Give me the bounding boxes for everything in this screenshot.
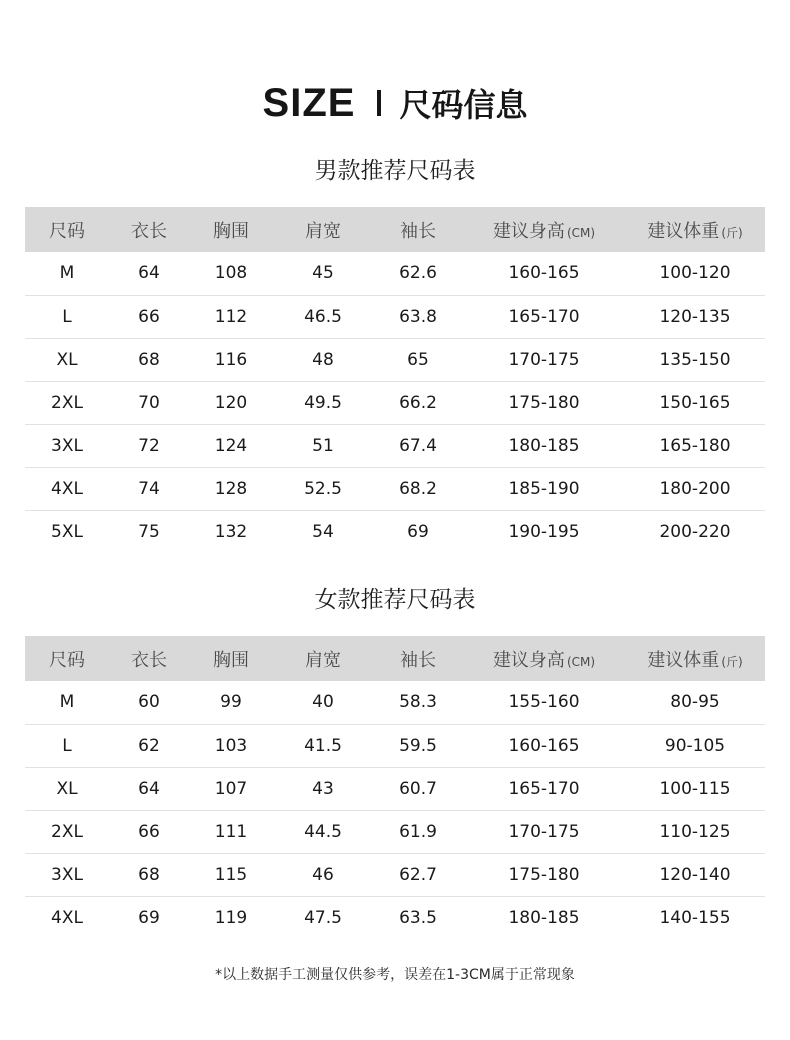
table-row	[25, 681, 765, 724]
cell-chest: 116	[189, 338, 273, 381]
cell-height: 190-195	[508, 521, 580, 542]
page-header	[0, 80, 790, 126]
cell-size: L	[25, 295, 109, 338]
col-height	[463, 636, 625, 681]
cell-shoulder: 52.5	[273, 467, 373, 510]
cell-height: 160-165	[463, 252, 625, 295]
col-weight-unit: (斤)	[721, 654, 743, 669]
col-size: 尺码	[49, 649, 85, 671]
col-height-unit: (CM)	[566, 654, 596, 669]
cell-height: 170-175	[463, 338, 625, 381]
women-table-body	[25, 681, 765, 939]
cell-size: M	[25, 681, 109, 724]
cell-sleeve: 61.9	[373, 810, 463, 853]
cell-length: 68	[109, 853, 189, 896]
cell-sleeve: 69	[407, 521, 429, 542]
cell-size: M	[25, 252, 109, 295]
cell-length: 64	[109, 252, 189, 295]
cell-chest: 115	[189, 853, 273, 896]
cell-size: 5XL	[51, 521, 83, 542]
col-height-label: 建议身高	[492, 220, 565, 242]
cell-weight: 165-180	[625, 424, 765, 467]
col-size: 尺码	[49, 220, 85, 242]
col-height-unit: (CM)	[566, 225, 596, 240]
cell-shoulder: 46	[273, 853, 373, 896]
cell-size: 2XL	[25, 810, 109, 853]
cell-sleeve: 68.2	[373, 467, 463, 510]
cell-chest: 132	[214, 521, 248, 542]
cell-height: 185-190	[463, 467, 625, 510]
cell-weight: 120-140	[625, 853, 765, 896]
cell-height: 155-160	[463, 681, 625, 724]
cell-height: 160-165	[463, 724, 625, 767]
cell-chest: 119	[214, 907, 248, 928]
table-row	[25, 338, 765, 381]
cell-sleeve: 66.2	[373, 381, 463, 424]
cell-height: 175-180	[463, 381, 625, 424]
cell-shoulder: 51	[273, 424, 373, 467]
cell-weight: 90-105	[625, 724, 765, 767]
cell-height: 165-170	[463, 767, 625, 810]
cell-weight: 150-165	[625, 381, 765, 424]
col-shoulder: 肩宽	[305, 649, 341, 671]
size-info-heading: 尺码信息	[399, 86, 528, 124]
cell-sleeve: 65	[373, 338, 463, 381]
women-size-table	[25, 636, 765, 939]
cell-length: 60	[109, 681, 189, 724]
size-heading: SIZE	[262, 80, 356, 125]
cell-chest: 107	[189, 767, 273, 810]
table-row	[25, 810, 765, 853]
col-chest: 胸围	[213, 649, 249, 671]
col-height	[463, 207, 625, 252]
cell-chest: 124	[189, 424, 273, 467]
cell-shoulder: 43	[273, 767, 373, 810]
table-row	[25, 510, 765, 553]
table-row	[25, 424, 765, 467]
cell-weight: 80-95	[625, 681, 765, 724]
cell-shoulder: 45	[273, 252, 373, 295]
col-length: 衣长	[131, 649, 167, 671]
col-weight	[625, 636, 765, 681]
cell-length: 72	[109, 424, 189, 467]
cell-shoulder: 44.5	[273, 810, 373, 853]
cell-shoulder: 46.5	[273, 295, 373, 338]
cell-chest: 128	[189, 467, 273, 510]
men-table-title: 男款推荐尺码表	[314, 158, 476, 184]
cell-length: 70	[109, 381, 189, 424]
col-weight-label: 建议体重	[647, 220, 720, 242]
table-row	[25, 252, 765, 295]
cell-weight: 200-220	[659, 521, 731, 542]
col-weight	[625, 207, 765, 252]
cell-shoulder: 54	[312, 521, 334, 542]
cell-height: 180-185	[508, 907, 580, 928]
cell-chest: 103	[189, 724, 273, 767]
cell-length: 62	[109, 724, 189, 767]
table-row	[25, 295, 765, 338]
men-size-table	[25, 207, 765, 553]
cell-height: 170-175	[463, 810, 625, 853]
cell-chest: 111	[189, 810, 273, 853]
cell-size: XL	[25, 767, 109, 810]
cell-shoulder: 41.5	[273, 724, 373, 767]
table-row	[25, 724, 765, 767]
col-shoulder: 肩宽	[305, 220, 341, 242]
cell-chest: 99	[189, 681, 273, 724]
col-height-label: 建议身高	[492, 649, 565, 671]
heading-divider	[377, 90, 381, 116]
measurement-footnote: *以上数据手工测量仅供参考，误差在1-3CM属于正常现象	[215, 967, 575, 983]
cell-size: 2XL	[25, 381, 109, 424]
cell-length: 66	[109, 295, 189, 338]
cell-size: 3XL	[25, 424, 109, 467]
cell-sleeve: 62.6	[373, 252, 463, 295]
cell-sleeve: 63.8	[373, 295, 463, 338]
cell-sleeve: 62.7	[373, 853, 463, 896]
table-header-row	[25, 207, 765, 252]
table-row	[25, 853, 765, 896]
table-row	[25, 896, 765, 939]
cell-shoulder: 40	[273, 681, 373, 724]
cell-size: L	[25, 724, 109, 767]
cell-size: XL	[25, 338, 109, 381]
cell-chest: 108	[189, 252, 273, 295]
cell-weight: 135-150	[625, 338, 765, 381]
cell-height: 165-170	[463, 295, 625, 338]
cell-sleeve: 63.5	[399, 907, 437, 928]
cell-length: 68	[109, 338, 189, 381]
women-table-title: 女款推荐尺码表	[314, 587, 476, 613]
men-table-body	[25, 252, 765, 553]
cell-sleeve: 60.7	[373, 767, 463, 810]
cell-sleeve: 59.5	[373, 724, 463, 767]
cell-length: 69	[138, 907, 160, 928]
cell-chest: 120	[189, 381, 273, 424]
cell-height: 175-180	[463, 853, 625, 896]
col-sleeve: 袖长	[400, 649, 436, 671]
col-sleeve: 袖长	[400, 220, 436, 242]
cell-chest: 112	[189, 295, 273, 338]
cell-weight: 180-200	[625, 467, 765, 510]
cell-weight: 110-125	[625, 810, 765, 853]
cell-sleeve: 58.3	[373, 681, 463, 724]
cell-size: 3XL	[25, 853, 109, 896]
cell-size: 4XL	[25, 467, 109, 510]
cell-length: 66	[109, 810, 189, 853]
cell-size: 4XL	[51, 907, 83, 928]
cell-weight: 120-135	[625, 295, 765, 338]
cell-weight: 100-115	[625, 767, 765, 810]
table-row	[25, 381, 765, 424]
cell-length: 75	[138, 521, 160, 542]
cell-shoulder: 48	[273, 338, 373, 381]
cell-length: 64	[109, 767, 189, 810]
table-row	[25, 767, 765, 810]
table-header-row	[25, 636, 765, 681]
col-chest: 胸围	[213, 220, 249, 242]
col-weight-label: 建议体重	[647, 649, 720, 671]
col-weight-unit: (斤)	[721, 225, 743, 240]
table-row	[25, 467, 765, 510]
cell-weight: 140-155	[659, 907, 731, 928]
cell-sleeve: 67.4	[373, 424, 463, 467]
cell-weight: 100-120	[625, 252, 765, 295]
cell-height: 180-185	[463, 424, 625, 467]
cell-shoulder: 47.5	[304, 907, 342, 928]
col-length: 衣长	[131, 220, 167, 242]
cell-length: 74	[109, 467, 189, 510]
cell-shoulder: 49.5	[273, 381, 373, 424]
